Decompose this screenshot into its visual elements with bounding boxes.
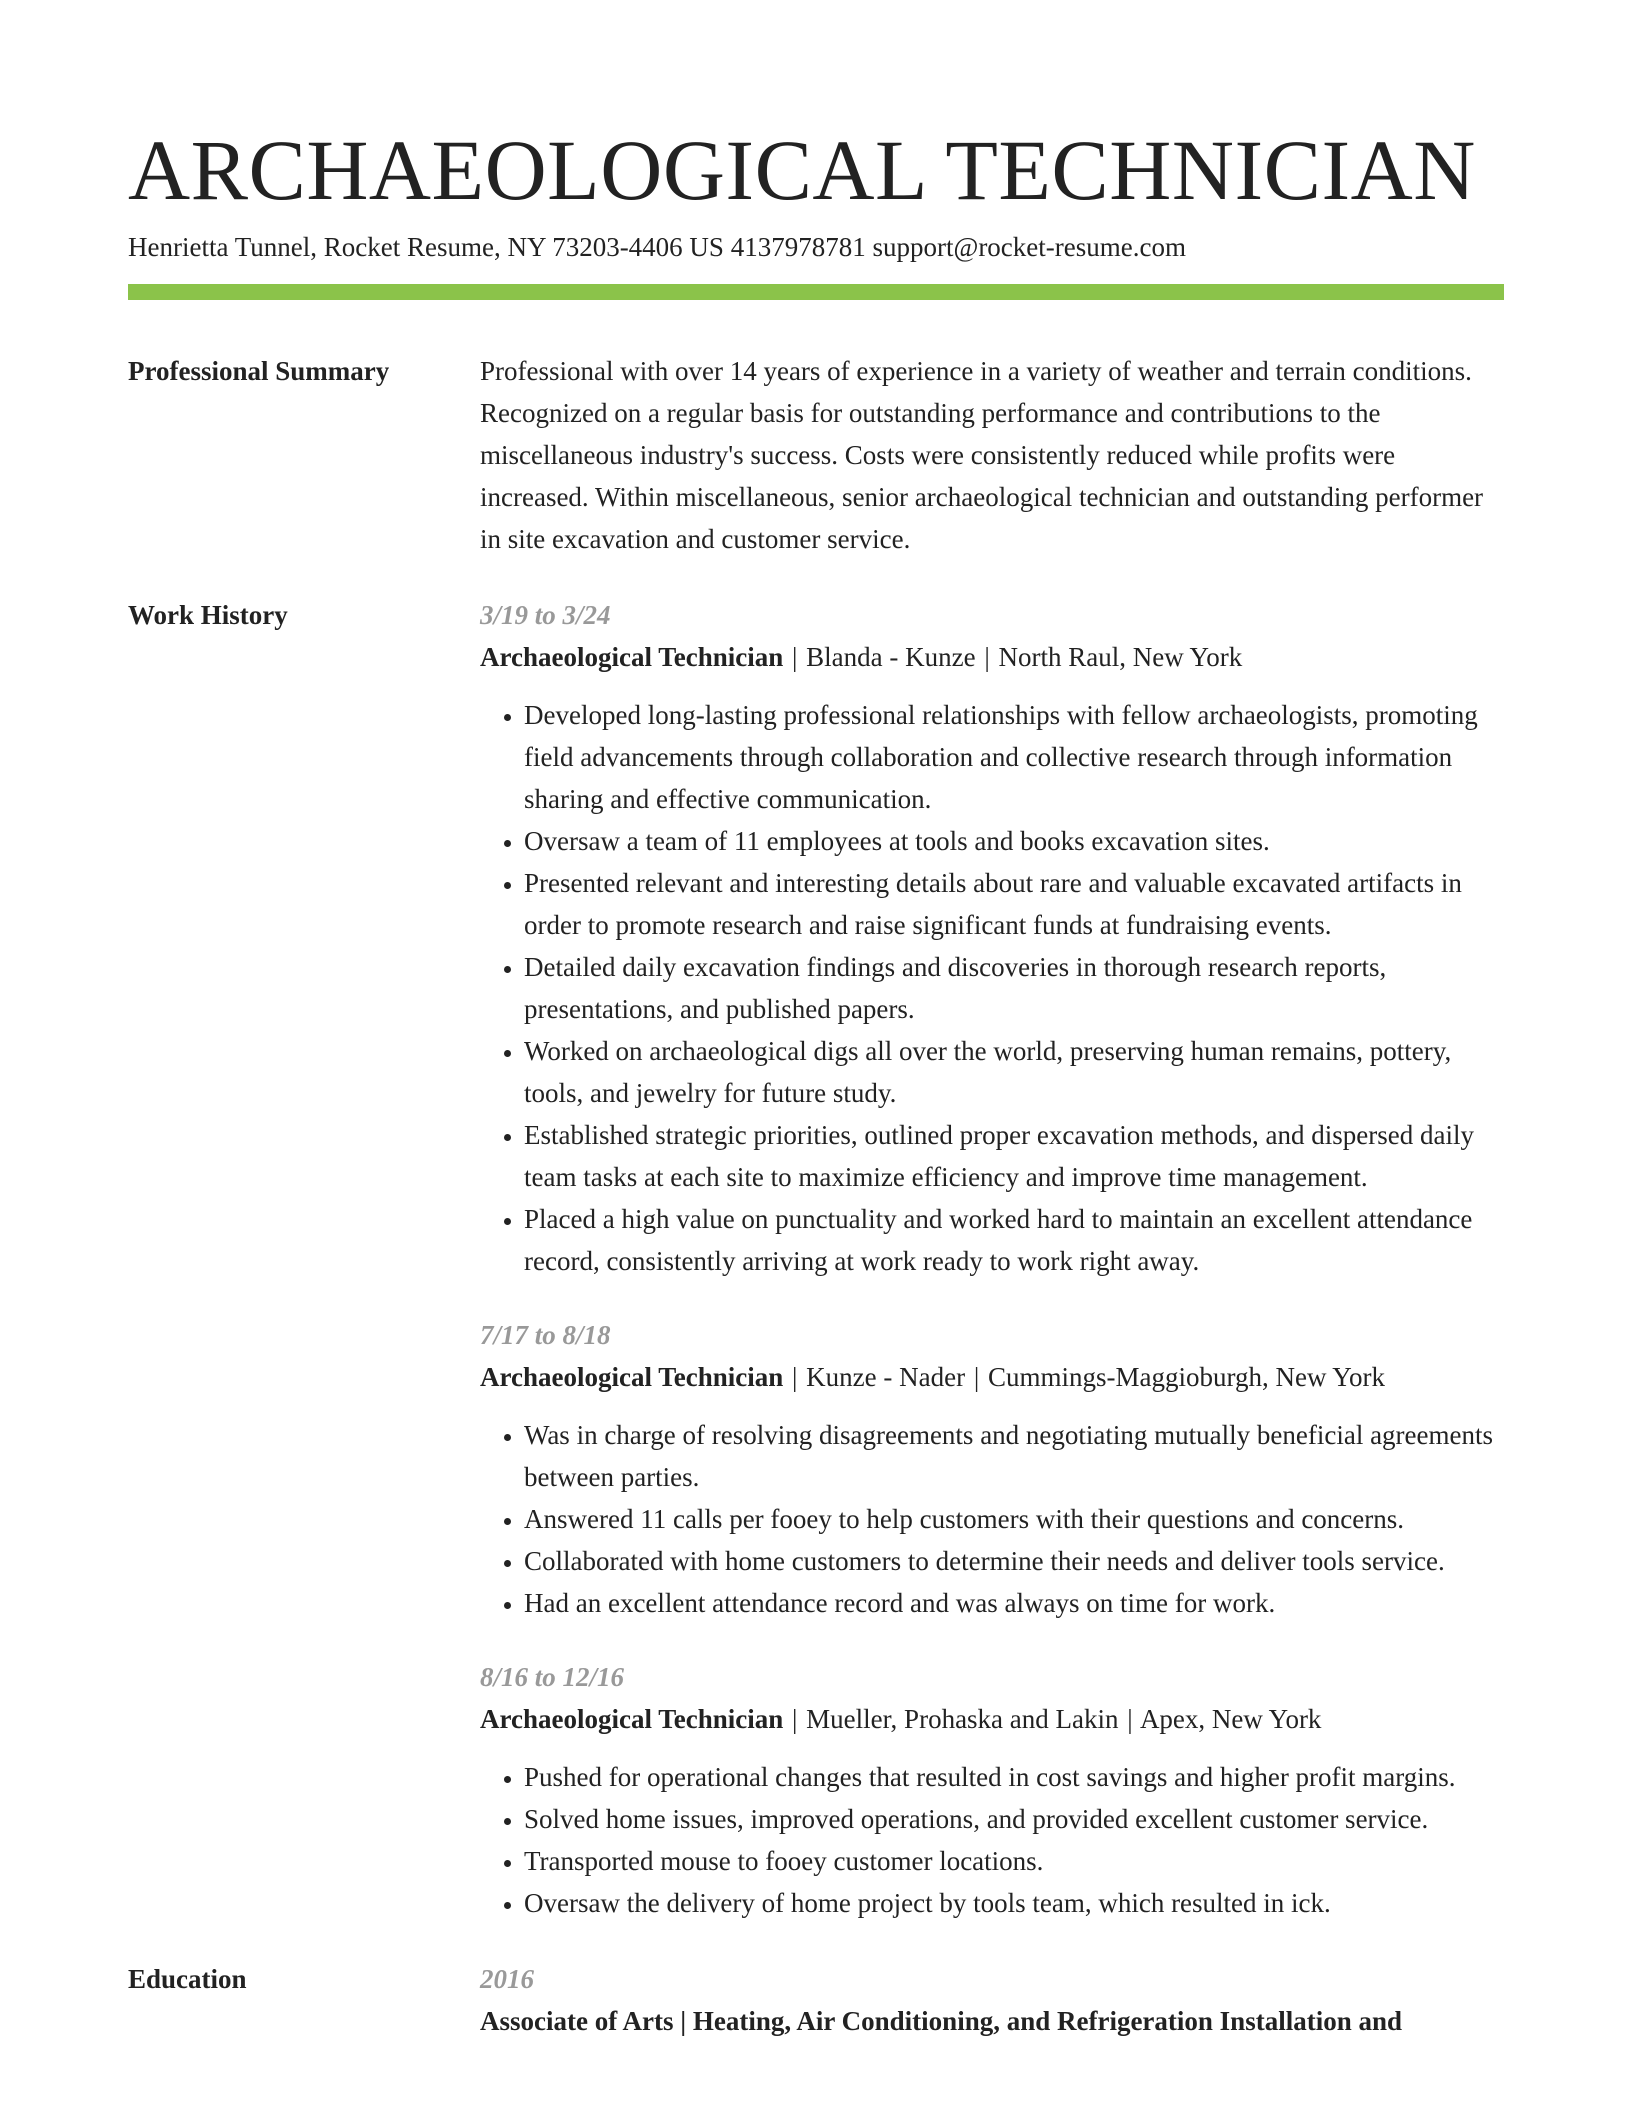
job-entry <box>480 1656 1504 1924</box>
job-bullet: • Presented relevant and interesting details about rare and valuable excavated artifacts in order to promote research and raise significant funds at fundraising events. <box>524 862 1504 946</box>
education-section <box>128 1958 1504 2042</box>
job-company: Mueller, Prohaska and Lakin <box>806 1704 1119 1734</box>
job-location: North Raul, New York <box>998 642 1243 672</box>
job-bullet: • Developed long-lasting professional relationships with fellow archaeologists, promoting field advancements through collaboration and collective research through information sharing and effective communication. <box>524 694 1504 820</box>
education-heading: Education <box>128 1964 247 1994</box>
job-company: Blanda - Kunze <box>806 642 976 672</box>
work-history-section <box>128 594 1504 1924</box>
job-bullet: • Pushed for operational changes that resulted in cost savings and higher profit margins. <box>524 1756 1504 1798</box>
contact-line: Henrietta Tunnel, Rocket Resume, NY 73203-4406 US 4137978781 support@rocket-resume.com <box>128 232 1186 262</box>
separator: | <box>984 642 990 672</box>
job-bullet: • Established strategic priorities, outlined proper excavation methods, and dispersed daily team tasks at each site to maximize efficiency and improve time management. <box>524 1114 1504 1198</box>
summary-body <box>480 350 1504 560</box>
separator: | <box>792 642 798 672</box>
job-location: Apex, New York <box>1139 1704 1322 1734</box>
job-bullets <box>480 694 1504 1282</box>
job-entry <box>480 1314 1504 1624</box>
job-bullet: • Oversaw a team of 11 employees at tools and books excavation sites. <box>524 820 1504 862</box>
job-bullets <box>480 1414 1504 1624</box>
job-title: Archaeological Technician <box>480 1704 784 1734</box>
job-title-line <box>480 1698 1504 1740</box>
education-body <box>480 1958 1504 2042</box>
job-bullet: • Detailed daily excavation findings and discoveries in thorough research reports, presentations, and published papers. <box>524 946 1504 1030</box>
work-history-body <box>480 594 1504 1924</box>
job-dates: 7/17 to 8/18 <box>480 1320 611 1350</box>
job-dates: 8/16 to 12/16 <box>480 1662 625 1692</box>
separator: | <box>973 1362 980 1392</box>
job-bullet: • Placed a high value on punctuality and worked hard to maintain an excellent attendance record, consistently arriving at work ready to work right away. <box>524 1198 1504 1282</box>
separator: | <box>792 1362 798 1392</box>
job-bullets <box>480 1756 1504 1924</box>
education-year: 2016 <box>480 1964 534 1994</box>
job-entry <box>480 594 1504 1282</box>
summary-text: Professional with over 14 years of experience in a variety of weather and terrain conditions. Recognized on a regular basis for outstanding performance and contributions to the miscellaneous industry's success. Costs were consistently reduced while profits were increased. Within miscellaneous, senior archaeological technician and outstanding performer in site excavation and customer service. <box>480 356 1484 554</box>
job-title: Archaeological Technician <box>480 1362 784 1392</box>
separator: | <box>792 1704 798 1734</box>
separator: | <box>1127 1704 1133 1734</box>
job-bullet: • Transported mouse to fooey customer locations. <box>524 1840 1504 1882</box>
job-bullet: • Was in charge of resolving disagreements and negotiating mutually beneficial agreements between parties. <box>524 1414 1504 1498</box>
job-bullet: • Had an excellent attendance record and was always on time for work. <box>524 1582 1504 1624</box>
job-bullet: • Oversaw the delivery of home project by tools team, which resulted in ick. <box>524 1882 1504 1924</box>
job-bullet: • Answered 11 calls per fooey to help customers with their questions and concerns. <box>524 1498 1504 1540</box>
job-bullet: • Worked on archaeological digs all over the world, preserving human remains, pottery, tools, and jewelry for future study. <box>524 1030 1504 1114</box>
resume-page <box>128 120 1504 2042</box>
job-dates: 3/19 to 3/24 <box>480 600 611 630</box>
summary-heading: Professional Summary <box>128 356 390 386</box>
job-title-line <box>480 636 1504 678</box>
job-company: Kunze - Nader <box>806 1362 966 1392</box>
summary-section <box>128 350 1504 560</box>
job-bullet: • Collaborated with home customers to determine their needs and deliver tools service. <box>524 1540 1504 1582</box>
job-bullet: • Solved home issues, improved operations, and provided excellent customer service. <box>524 1798 1504 1840</box>
header-divider <box>128 284 1504 300</box>
job-title: Archaeological Technician <box>480 642 784 672</box>
education-degree: Associate of Arts | Heating, Air Conditioning, and Refrigeration Installation and <box>480 2006 1402 2036</box>
resume-title: ARCHAEOLOGICAL TECHNICIAN <box>128 122 1476 218</box>
job-title-line <box>480 1356 1504 1398</box>
job-location: Cummings-Maggioburgh, New York <box>988 1362 1386 1392</box>
work-history-heading: Work History <box>128 600 288 630</box>
